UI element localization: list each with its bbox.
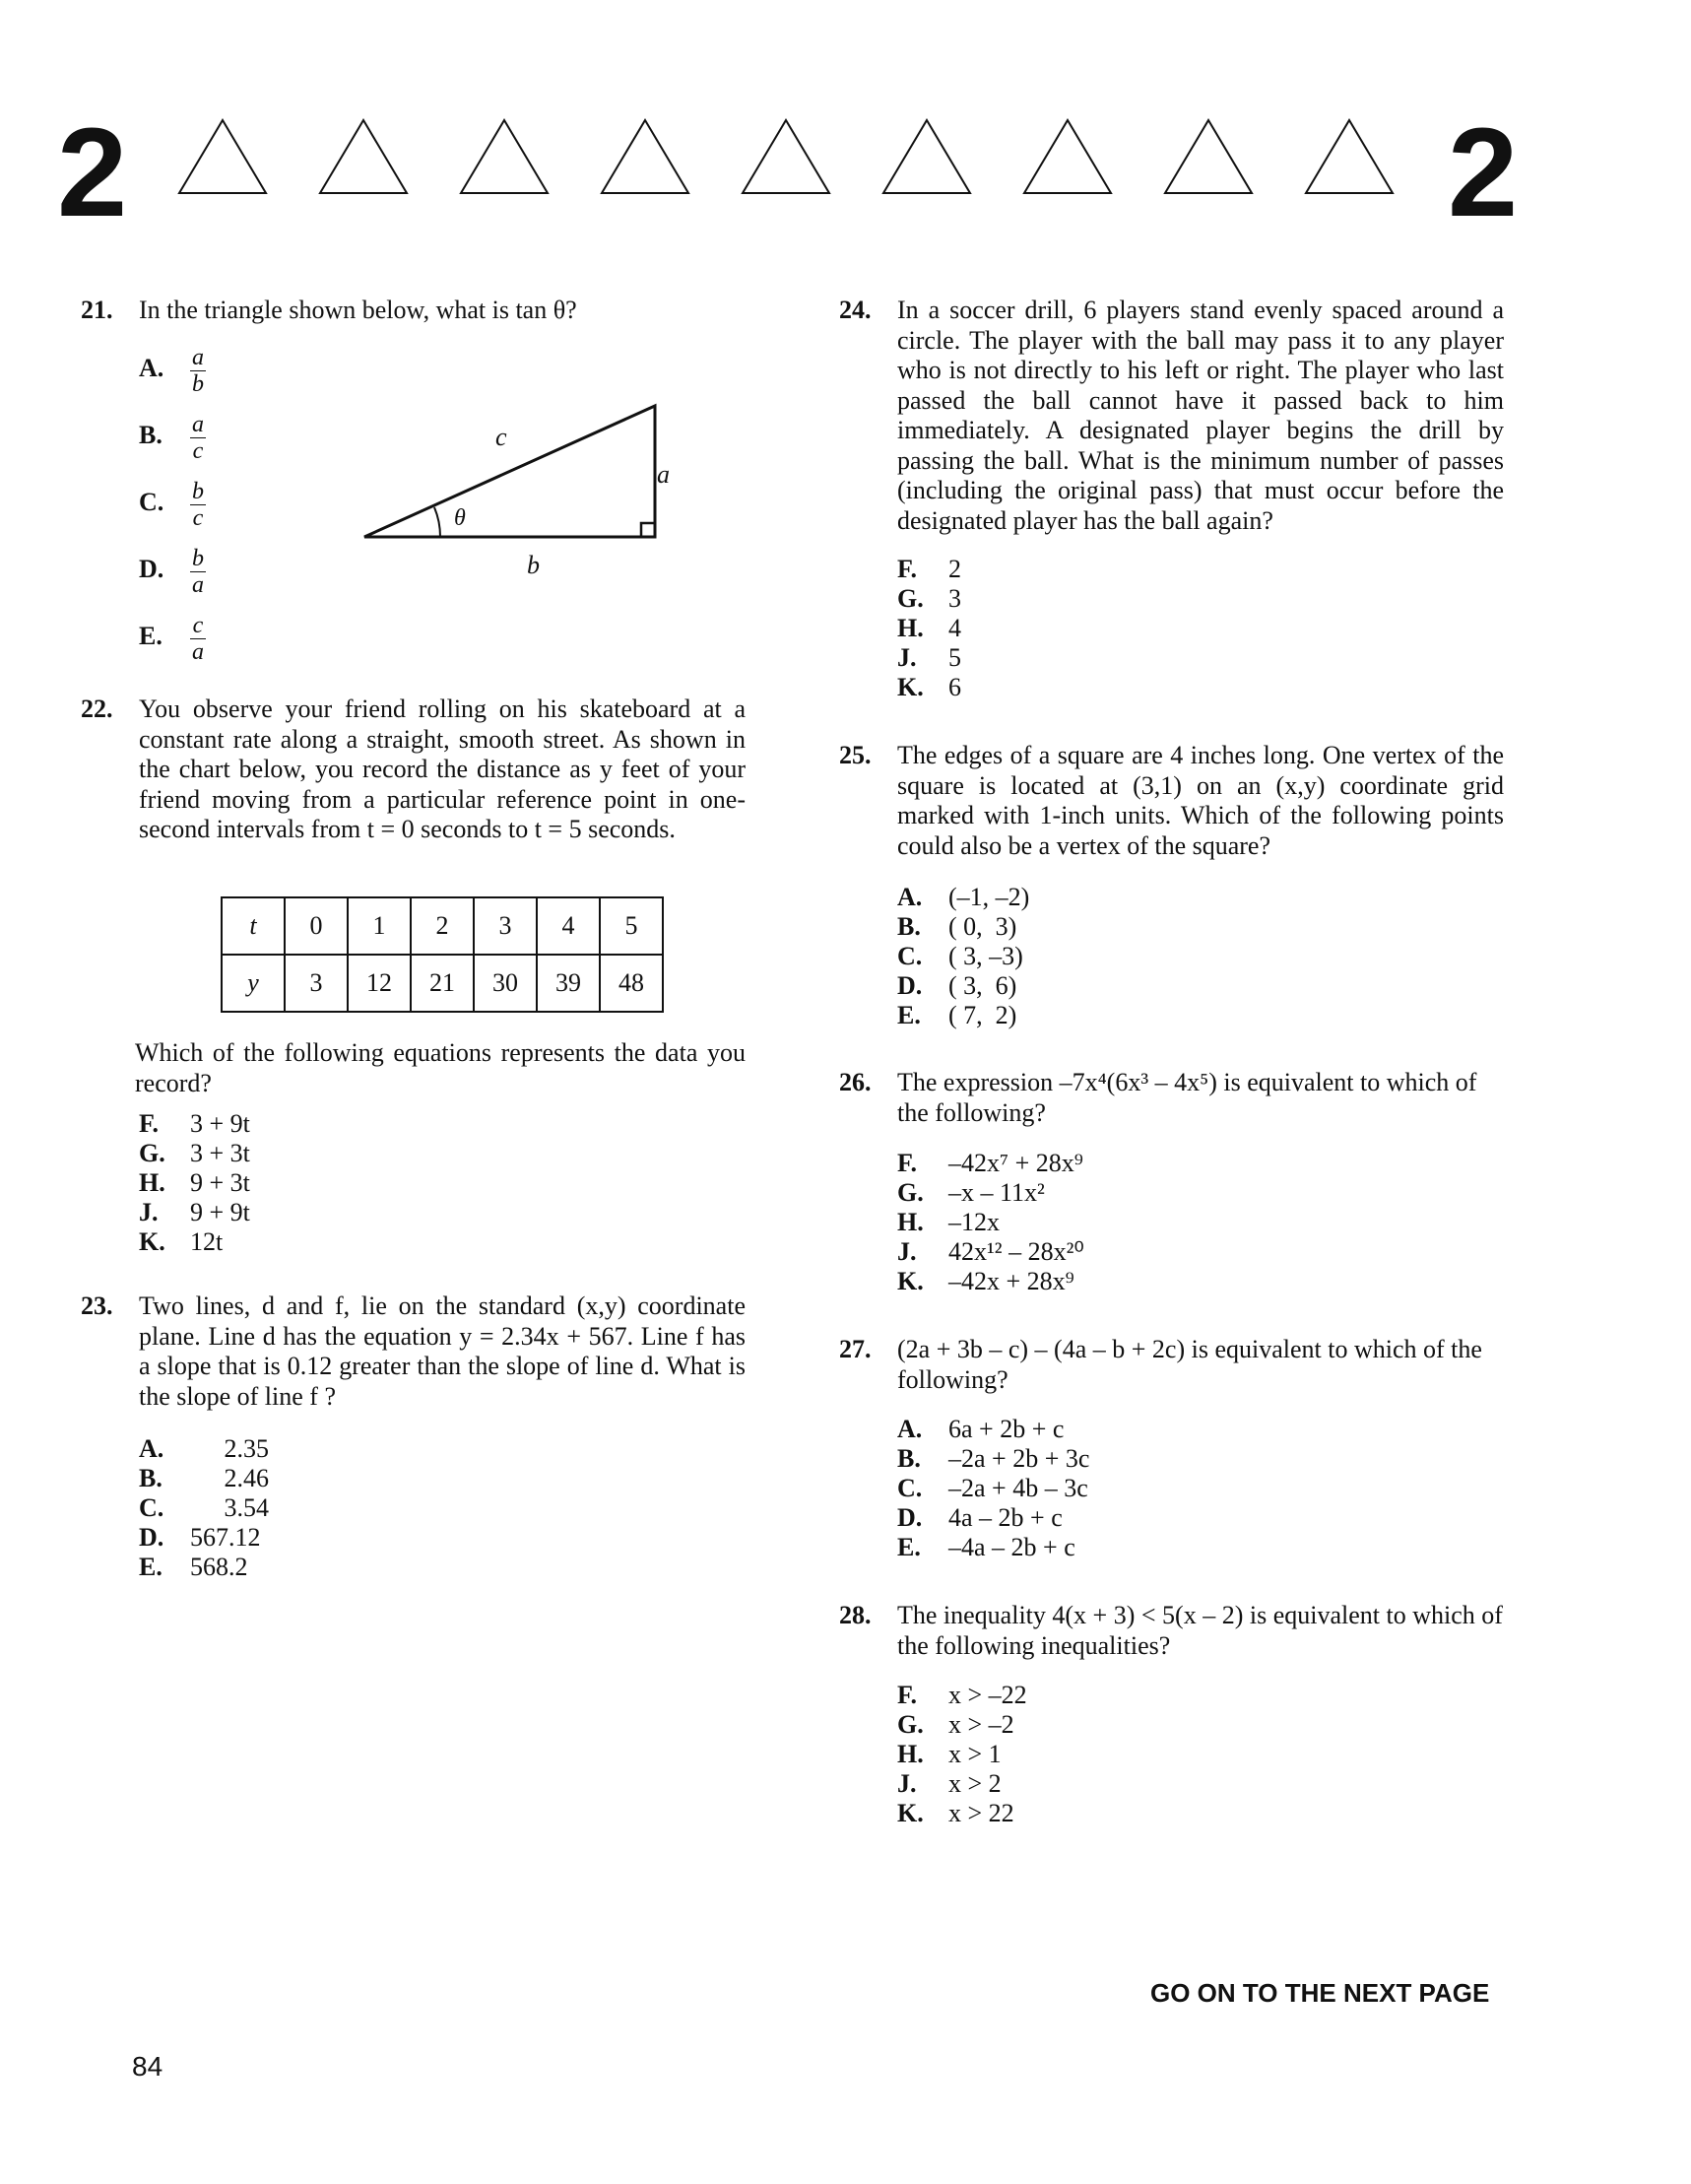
fraction <box>190 345 206 397</box>
answer-option[interactable] <box>139 1464 269 1493</box>
option-letter: G. <box>897 1710 924 1739</box>
option-letter: B. <box>897 1444 921 1473</box>
question-number: 26. <box>839 1068 872 1096</box>
answer-option[interactable] <box>897 1415 1064 1444</box>
answer-option[interactable] <box>139 345 206 397</box>
option-letter: H. <box>139 1168 165 1197</box>
option-text: x > 22 <box>948 1799 1014 1827</box>
option-text: 2.35 <box>224 1434 269 1463</box>
triangle-icon <box>741 118 831 195</box>
table-cell: 1 <box>348 897 411 955</box>
answer-option[interactable] <box>897 1001 1016 1030</box>
answer-option[interactable] <box>897 1178 1045 1208</box>
label-theta: θ <box>454 505 466 531</box>
answer-option[interactable] <box>139 1139 250 1168</box>
option-text: x > –2 <box>948 1710 1014 1739</box>
table-cell: 48 <box>600 955 663 1012</box>
option-letter: J. <box>897 1769 917 1798</box>
triangle-icon <box>318 118 409 195</box>
option-letter: F. <box>897 1681 917 1709</box>
triangle-icon <box>177 118 268 195</box>
answer-option[interactable] <box>139 1493 269 1523</box>
answer-option[interactable] <box>897 1769 1002 1799</box>
option-text: –2a + 2b + 3c <box>948 1444 1090 1473</box>
option-letter: E. <box>897 1001 921 1029</box>
answer-option[interactable] <box>897 971 1016 1001</box>
option-letter: J. <box>897 643 917 672</box>
label-adjacent: b <box>527 551 540 579</box>
option-text: 3 + 9t <box>190 1109 250 1138</box>
option-letter: E. <box>897 1533 921 1561</box>
option-text: x > –22 <box>948 1681 1027 1709</box>
fraction <box>190 613 206 665</box>
option-text: 6 <box>948 673 961 701</box>
answer-option[interactable] <box>139 1168 250 1198</box>
table-cell: 3 <box>285 955 348 1012</box>
numerator: c <box>190 613 206 639</box>
question-number: 21. <box>81 296 113 324</box>
option-text: ( 0, 3) <box>948 912 1017 941</box>
answer-option[interactable] <box>897 673 961 702</box>
section-number-right: 2 <box>1448 102 1519 243</box>
option-letter: H. <box>897 1740 924 1768</box>
denominator: a <box>192 639 204 665</box>
option-letter: A. <box>897 883 923 911</box>
numerator: b <box>192 479 204 504</box>
option-letter: E. <box>139 1553 163 1581</box>
option-letter: C. <box>897 1474 923 1502</box>
answer-option[interactable] <box>897 1474 1088 1503</box>
option-text: ( 3, –3) <box>948 942 1023 970</box>
option-text: –2a + 4b – 3c <box>948 1474 1088 1502</box>
label-hypotenuse: c <box>495 423 507 451</box>
triangle-icon <box>881 118 972 195</box>
triangle-icon <box>1163 118 1254 195</box>
answer-option[interactable] <box>897 1208 1000 1237</box>
answer-option[interactable] <box>139 1523 261 1553</box>
option-text: x > 1 <box>948 1740 1002 1768</box>
option-text: x > 2 <box>948 1769 1002 1798</box>
table-cell: 5 <box>600 897 663 955</box>
numerator: b <box>192 546 204 571</box>
fraction <box>190 546 206 598</box>
answer-option[interactable] <box>139 479 206 531</box>
answer-option[interactable] <box>897 1533 1075 1562</box>
answer-option[interactable] <box>897 1710 1014 1740</box>
answer-option[interactable] <box>139 1198 250 1227</box>
denominator: a <box>192 572 204 598</box>
numerator: a <box>192 345 204 370</box>
option-letter: D. <box>139 1523 164 1552</box>
triangle-icon <box>1304 118 1395 195</box>
answer-option[interactable] <box>897 1444 1089 1474</box>
option-text: –42x⁷ + 28x⁹ <box>948 1149 1083 1177</box>
option-text: 568.2 <box>190 1553 248 1581</box>
option-text: 3.54 <box>224 1493 269 1522</box>
option-text: –x – 11x² <box>948 1178 1045 1207</box>
answer-option[interactable] <box>139 1434 269 1464</box>
answer-option[interactable] <box>139 1227 223 1257</box>
option-letter: G. <box>897 584 924 613</box>
question-text: In the triangle shown below, what is tan θ? <box>139 296 577 324</box>
option-text: ( 7, 2) <box>948 1001 1017 1029</box>
answer-option[interactable] <box>897 1740 1002 1769</box>
label-opposite: a <box>657 460 670 489</box>
answer-option[interactable] <box>897 883 1029 912</box>
option-letter: B. <box>139 1464 163 1492</box>
denominator: c <box>192 505 204 531</box>
option-text: 42x¹² – 28x²⁰ <box>948 1237 1084 1266</box>
table-row-label: y <box>222 955 285 1012</box>
option-text: 2 <box>948 555 961 583</box>
answer-option[interactable] <box>897 1237 1084 1267</box>
table-cell: 2 <box>411 897 474 955</box>
option-letter: A. <box>139 1434 164 1463</box>
question-text: In a soccer drill, 6 players stand evenly spaced around a circle. The player with the ball may pass it to any player who is not directly to his left or right. The player who last passed the ball cannot have it passed back to him immediately. A designated player begins the drill by passing the ball. What is the minimum number of passes (including the original pass) that must occur before the designated player has the ball again? <box>897 296 1504 535</box>
option-text: –12x <box>948 1208 1000 1236</box>
numerator: a <box>192 412 204 437</box>
option-text: 4a – 2b + c <box>948 1503 1063 1532</box>
option-text: 6a + 2b + c <box>948 1415 1065 1443</box>
table-cell: 3 <box>474 897 537 955</box>
option-letter: B. <box>897 912 921 941</box>
table-cell: 30 <box>474 955 537 1012</box>
option-letter: K. <box>139 1227 165 1256</box>
option-text: –4a – 2b + c <box>948 1533 1075 1561</box>
answer-option[interactable] <box>897 942 1023 971</box>
fraction <box>190 412 206 464</box>
table-cell: 12 <box>348 955 411 1012</box>
option-letter: H. <box>897 614 924 642</box>
option-letter: B. <box>139 421 163 450</box>
option-letter: K. <box>897 1267 924 1295</box>
triangle-row <box>177 118 1428 217</box>
option-letter: C. <box>139 488 164 517</box>
answer-option[interactable] <box>897 1681 1027 1710</box>
answer-option[interactable] <box>897 555 961 584</box>
option-letter: D. <box>897 971 923 1000</box>
triangle-icon <box>1022 118 1113 195</box>
question-number: 28. <box>839 1601 872 1629</box>
option-text: 2.46 <box>224 1464 269 1492</box>
option-letter: J. <box>897 1237 917 1266</box>
answer-option[interactable] <box>897 1149 1083 1178</box>
option-letter: J. <box>139 1198 159 1226</box>
question-text: You observe your friend rolling on his skateboard at a constant rate along a straight, smooth street. As shown in the chart below, you record the distance as y feet of your friend moving from a particular reference point in one-second intervals from t = 0 seconds to t = 5 seconds. <box>139 695 746 843</box>
answer-option[interactable] <box>897 614 961 643</box>
question-number: 24. <box>839 296 872 324</box>
question-followup: Which of the following equations represents the data you record? <box>135 1038 746 1097</box>
option-text: 567.12 <box>190 1523 261 1552</box>
table-row-label: t <box>222 897 285 955</box>
right-triangle-figure <box>355 394 670 591</box>
table-cell: 21 <box>411 955 474 1012</box>
answer-option[interactable] <box>897 584 961 614</box>
triangle-icon <box>459 118 550 195</box>
denominator: c <box>192 438 204 464</box>
table-cell: 39 <box>537 955 600 1012</box>
answer-option[interactable] <box>897 912 1016 942</box>
option-text: 9 + 9t <box>190 1198 250 1226</box>
question-number: 22. <box>81 695 113 723</box>
option-letter: G. <box>139 1139 165 1167</box>
answer-option[interactable] <box>897 1799 1014 1828</box>
question-text: (2a + 3b – c) – (4a – b + 2c) is equivalent to which of the following? <box>897 1335 1482 1394</box>
option-text: 3 + 3t <box>190 1139 250 1167</box>
table-row <box>222 955 663 1012</box>
option-letter: A. <box>897 1415 923 1443</box>
answer-option[interactable] <box>139 546 206 598</box>
data-table <box>221 896 664 1013</box>
option-text: 12t <box>190 1227 224 1256</box>
table-cell: 4 <box>537 897 600 955</box>
answer-option[interactable] <box>139 412 206 464</box>
question-text: Two lines, d and f, lie on the standard (x,y) coordinate plane. Line d has the equation y = 2.34x + 567. Line f has a slope that is 0.12 greater than the slope of line d. What is the slope of line f ? <box>139 1291 746 1411</box>
option-letter: F. <box>139 1109 159 1138</box>
section-number-left: 2 <box>57 102 128 243</box>
next-page-notice: GO ON TO THE NEXT PAGE <box>1150 1978 1490 2008</box>
answer-option[interactable] <box>139 613 206 665</box>
table-row <box>222 897 663 955</box>
option-text: 3 <box>948 584 961 613</box>
option-text: 9 + 3t <box>190 1168 250 1197</box>
question-number: 27. <box>839 1335 872 1363</box>
page-number: 84 <box>132 2051 163 2082</box>
question-text: The expression –7x⁴(6x³ – 4x⁵) is equivalent to which of the following? <box>897 1068 1477 1127</box>
option-letter: D. <box>139 555 164 584</box>
option-letter: A. <box>139 354 164 383</box>
option-text: 4 <box>948 614 961 642</box>
option-text: (–1, –2) <box>948 883 1030 911</box>
option-letter: C. <box>139 1493 164 1522</box>
option-letter: D. <box>897 1503 923 1532</box>
option-letter: K. <box>897 673 924 701</box>
answer-option[interactable] <box>897 1267 1074 1296</box>
question-text: The edges of a square are 4 inches long. One vertex of the square is located at (3,1) on an (x,y) coordinate grid marked with 1-inch units. Which of the following points could also be a vertex of the square? <box>897 741 1504 860</box>
option-text: ( 3, 6) <box>948 971 1017 1000</box>
answer-option[interactable] <box>897 643 961 673</box>
triangle-icon <box>600 118 690 195</box>
question-number: 23. <box>81 1291 113 1320</box>
option-letter: F. <box>897 555 917 583</box>
option-letter: H. <box>897 1208 924 1236</box>
option-letter: K. <box>897 1799 924 1827</box>
question-number: 25. <box>839 741 872 769</box>
option-text: –42x + 28x⁹ <box>948 1267 1074 1295</box>
denominator: b <box>192 371 204 397</box>
option-letter: E. <box>139 622 163 651</box>
answer-option[interactable] <box>139 1553 248 1582</box>
question-text: The inequality 4(x + 3) < 5(x – 2) is equivalent to which of the following inequalities? <box>897 1601 1503 1660</box>
option-letter: F. <box>897 1149 917 1177</box>
table-cell: 0 <box>285 897 348 955</box>
fraction <box>190 479 206 531</box>
option-letter: G. <box>897 1178 924 1207</box>
option-text: 5 <box>948 643 961 672</box>
answer-option[interactable] <box>139 1109 250 1139</box>
option-letter: C. <box>897 942 923 970</box>
answer-option[interactable] <box>897 1503 1063 1533</box>
